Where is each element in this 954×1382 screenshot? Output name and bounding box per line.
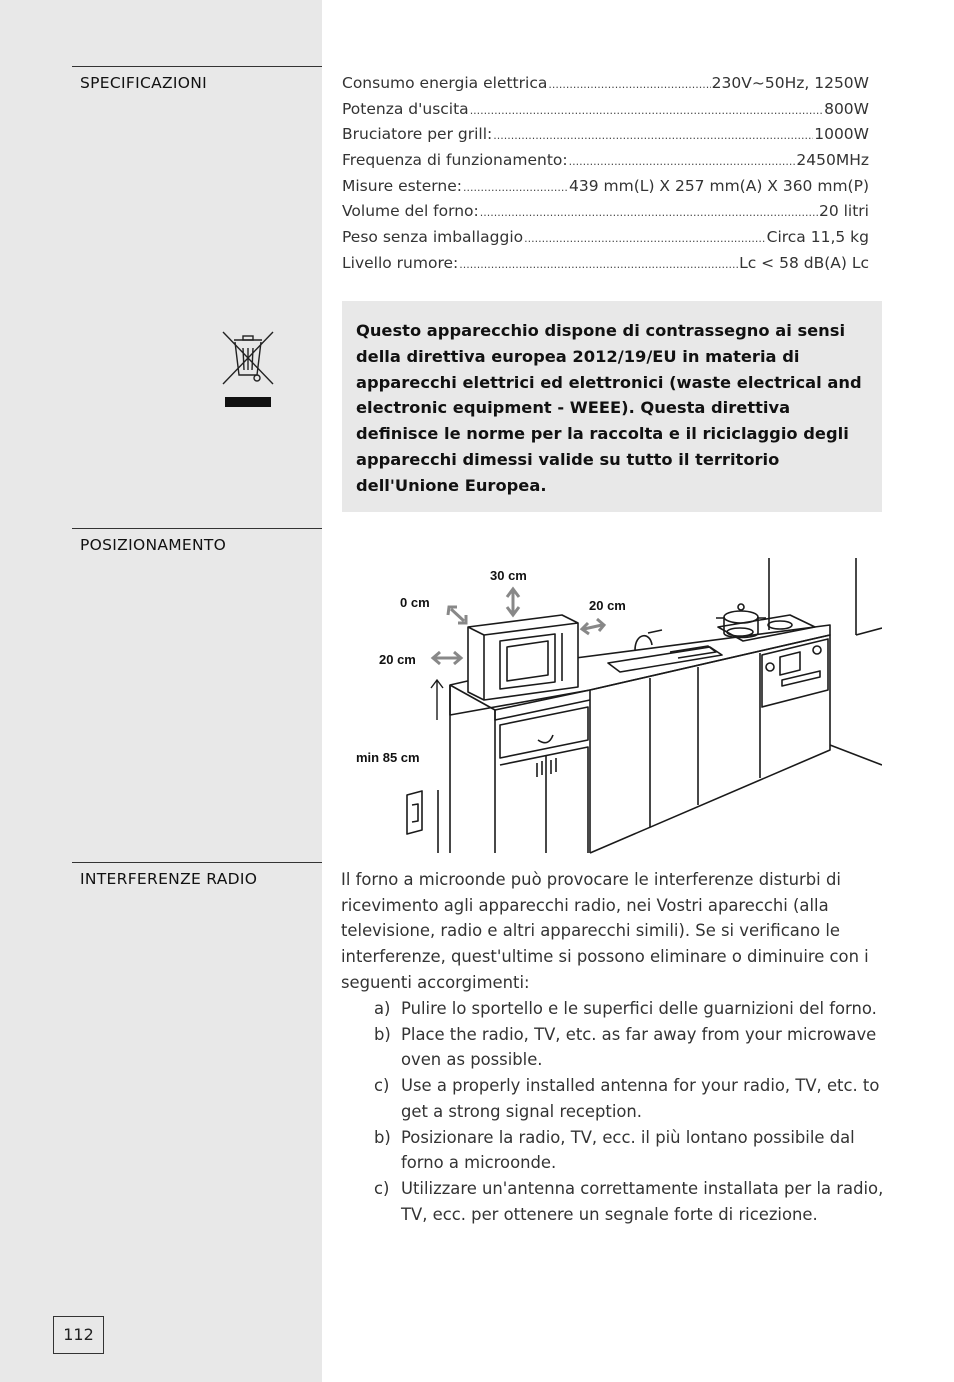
spec-row [342, 100, 869, 126]
spec-value: Circa 11,5 kg [766, 228, 869, 247]
list-text: Pulire lo sportello e le superfici delle guarnizioni del forno. [401, 999, 877, 1018]
list-item [374, 1073, 884, 1124]
list-marker: a) [374, 999, 391, 1018]
spec-row [342, 202, 869, 228]
spec-label: Volume del forno: [342, 202, 479, 221]
clearance-back-label: 0 cm [400, 595, 430, 610]
weee-notice-box: Questo apparecchio dispone di contrassegno ai sensi della direttiva europea 2012/19/EU in materia di apparecchi elettrici ed elettronici (waste electrical and electronic equipment - WEEE). Questa direttiva definisce le norme per la raccolta e il riciclaggio degli apparecchi dimessi valide su tutto il territorio dell'Unione Europea. [342, 301, 882, 512]
spec-label: Frequenza di funzionamento: [342, 151, 568, 170]
spec-row [342, 74, 869, 100]
list-item [374, 1176, 884, 1227]
spec-value: 1000W [814, 125, 869, 144]
list-marker: b) [374, 1024, 391, 1044]
spec-label: Misure esterne: [342, 176, 462, 195]
dot-leader [569, 155, 796, 168]
clearance-top-label: 30 cm [490, 568, 527, 583]
spec-value: 800W [824, 99, 869, 118]
kitchen-placement-diagram [350, 555, 882, 855]
spec-row [342, 254, 869, 280]
spec-row [342, 151, 869, 177]
list-text: Utilizzare un'antenna correttamente installata per la radio, TV, ecc. per ottenere un segnale forte di ricezione. [401, 1178, 884, 1224]
list-item [374, 1125, 884, 1176]
spec-value: 230V~50Hz, 1250W [711, 74, 869, 92]
list-text: Use a properly installed antenna for your radio, TV, etc. to get a strong signal reception. [401, 1076, 880, 1121]
spec-value: 439 mm(L) X 257 mm(A) X 360 mm(P) [569, 176, 869, 195]
section-heading-specifications: SPECIFICAZIONI [72, 66, 322, 92]
spec-row [342, 125, 869, 151]
spec-label: Livello rumore: [342, 253, 459, 272]
dot-leader [548, 78, 710, 91]
spec-label: Potenza d'uscita [342, 99, 469, 118]
list-text: Place the radio, TV, etc. as far away from your microwave oven as possible. [401, 1024, 877, 1070]
spec-row [342, 177, 869, 203]
spec-label: Bruciatore per grill: [342, 125, 493, 144]
sidebar-panel [0, 0, 322, 1382]
dot-leader [524, 232, 765, 245]
dot-leader [459, 258, 738, 271]
spec-label: Consumo energia elettrica [342, 74, 548, 92]
clearance-right-label: 20 cm [589, 598, 626, 613]
list-item [374, 996, 884, 1022]
spec-label: Peso senza imballaggio [342, 228, 524, 247]
specifications-list [342, 74, 869, 280]
weee-crossed-bin-icon [220, 330, 276, 412]
spec-value: 20 litri [818, 202, 869, 221]
dot-leader [463, 181, 568, 194]
section-heading-positioning: POSIZIONAMENTO [72, 528, 322, 554]
list-text: Posizionare la radio, TV, ecc. il più lontano possibile dal forno a microonde. [401, 1127, 855, 1173]
spec-value: 2450MHz [796, 151, 869, 170]
list-marker: b) [374, 1127, 391, 1147]
dot-leader [493, 129, 813, 142]
interference-intro: Il forno a microonde può provocare le interferenze disturbi di ricevimento agli apparecchi radio, nei Vostri aparecchi (alla televisione, radio e altri apparecchi simili). Se si verificano le interferenze, quest'ultime si possono eliminare o diminuire con i seguenti accorgimenti: [341, 870, 869, 992]
spec-row [342, 228, 869, 254]
dot-leader [480, 206, 818, 219]
spec-value: Lc < 58 dB(A) Lc [739, 253, 869, 272]
list-marker: c) [374, 1076, 390, 1096]
min-height-label: min 85 cm [356, 750, 420, 765]
page-number: 112 [53, 1316, 104, 1354]
dot-leader [470, 104, 823, 117]
list-marker: c) [374, 1178, 390, 1198]
interference-remedies-list [374, 996, 884, 1227]
clearance-left-label: 20 cm [379, 652, 416, 667]
section-heading-radio-interference: INTERFERENZE RADIO [72, 862, 322, 888]
list-item [374, 1022, 884, 1073]
